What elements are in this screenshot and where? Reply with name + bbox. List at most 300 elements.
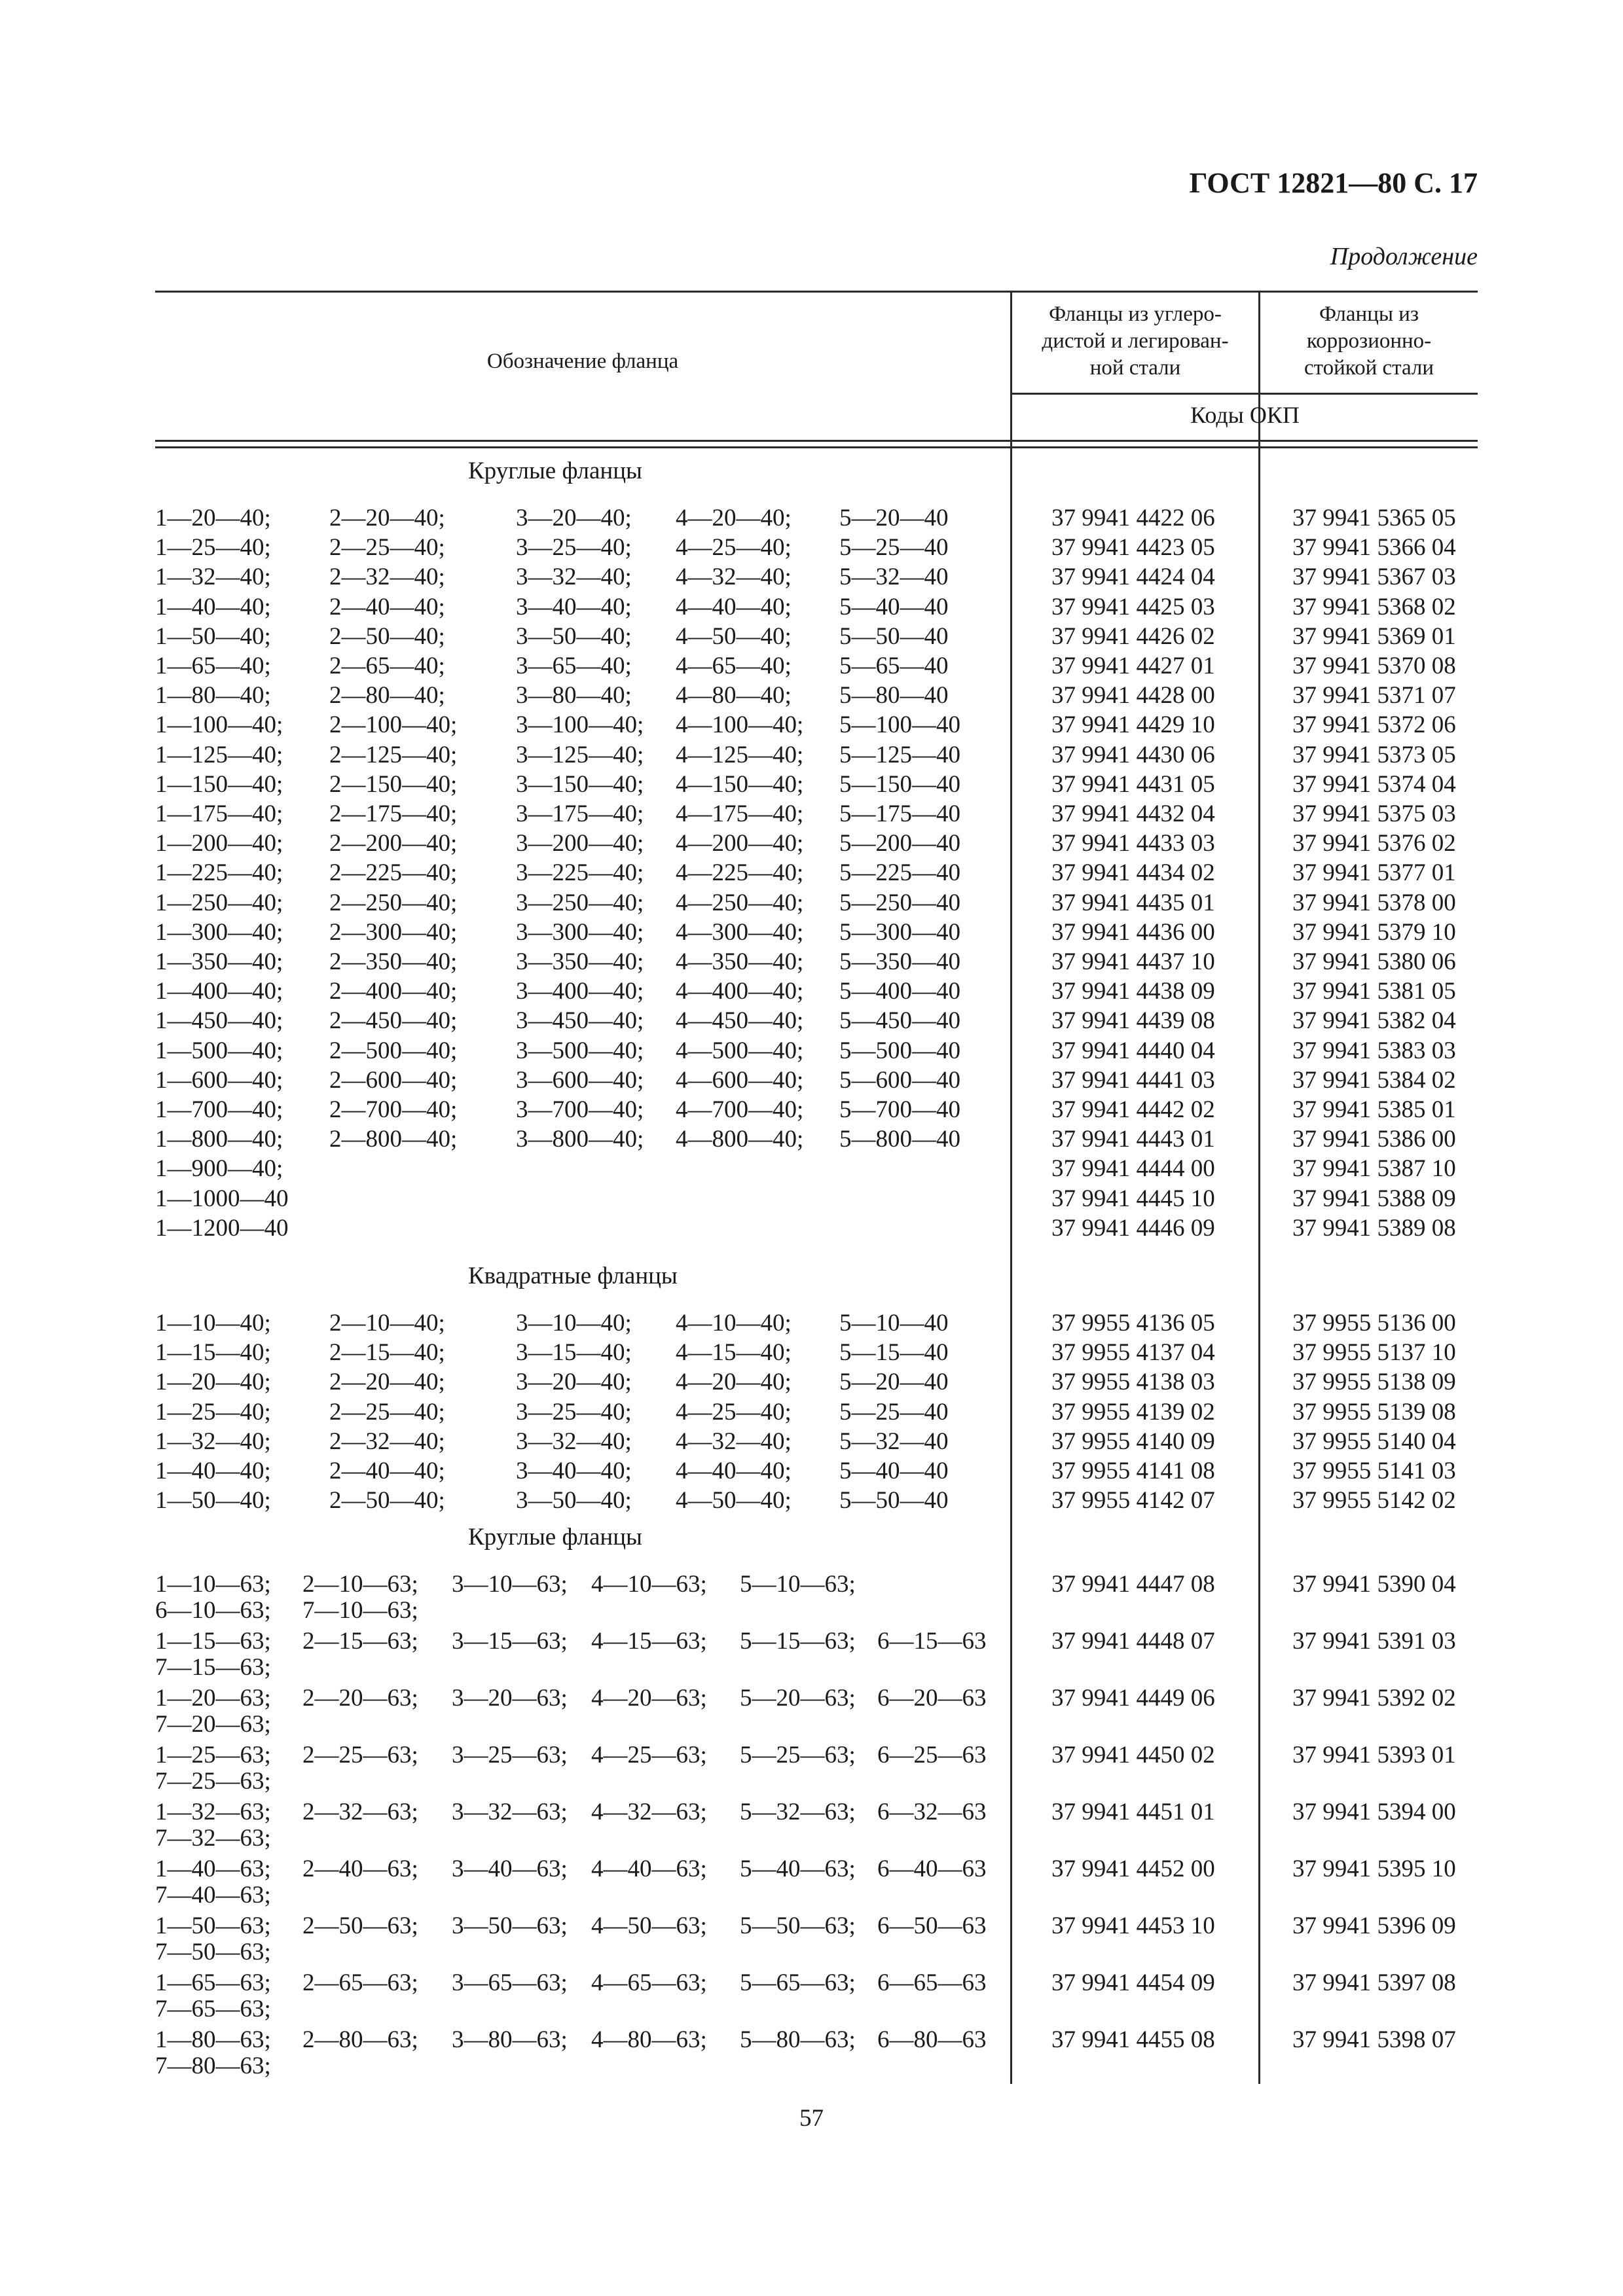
okp-code-carbon-steel: 37 9941 4433 03	[1051, 830, 1215, 857]
okp-code-stainless-steel: 37 9941 5379 10	[1292, 918, 1456, 946]
column-divider-left	[1010, 291, 1012, 2084]
flange-designation: 3—10—63;	[452, 1571, 568, 1598]
flange-designation: 1—800—40;	[155, 1126, 283, 1153]
flange-designation: 3—80—40;	[516, 682, 632, 709]
flange-designation: 4—50—40;	[676, 622, 792, 650]
okp-code-carbon-steel: 37 9941 4432 04	[1051, 800, 1215, 827]
flange-designation: 3—350—40;	[516, 948, 644, 975]
flange-designation: 3—65—40;	[516, 653, 632, 679]
okp-code-carbon-steel: 37 9941 4441 03	[1051, 1066, 1215, 1094]
flange-designation: 3—800—40;	[516, 1126, 644, 1153]
flange-designation: 4—20—40;	[676, 505, 792, 531]
flange-designation: 1—32—40;	[155, 564, 271, 591]
okp-code-stainless-steel: 37 9955 5140 04	[1292, 1427, 1456, 1455]
codes-header-rule	[1010, 393, 1478, 395]
okp-code-stainless-steel: 37 9941 5375 03	[1292, 800, 1456, 827]
flange-designation: 2—10—40;	[329, 1310, 445, 1336]
flange-designation: 3—50—63;	[452, 1912, 568, 1939]
okp-code-carbon-steel: 37 9941 4425 03	[1051, 593, 1215, 620]
okp-code-carbon-steel: 37 9955 4141 08	[1051, 1458, 1215, 1484]
okp-code-carbon-steel: 37 9941 4422 06	[1051, 505, 1215, 531]
flange-designation: 1—20—40;	[155, 505, 271, 531]
flange-designation: 3—225—40;	[516, 859, 644, 887]
flange-designation: 1—10—63;	[155, 1571, 271, 1598]
section-title: Круглые фланцы	[468, 457, 642, 484]
flange-designation: 2—10—63;	[302, 1571, 418, 1598]
flange-designation: 5—32—63;	[740, 1799, 856, 1825]
okp-code-carbon-steel: 37 9941 4431 05	[1051, 770, 1215, 798]
flange-designation: 5—20—63;	[740, 1685, 856, 1712]
flange-designation: 4—32—40;	[676, 564, 792, 591]
okp-code-carbon-steel: 37 9941 4423 05	[1051, 534, 1215, 562]
okp-code-carbon-steel: 37 9941 4452 00	[1051, 1856, 1215, 1882]
okp-code-stainless-steel: 37 9941 5387 10	[1292, 1155, 1456, 1183]
stainless-header-line-2: коррозионно-	[1306, 329, 1432, 353]
flange-designation: 4—20—63;	[591, 1685, 707, 1712]
flange-designation: 4—125—40;	[676, 741, 804, 768]
stainless-header-line-1: Фланцы из	[1319, 302, 1419, 326]
flange-designation: 7—15—63;	[155, 1654, 271, 1681]
flange-designation: 5—450—40	[839, 1007, 960, 1035]
flange-designation: 6—50—63	[877, 1912, 987, 1939]
flange-designation: 5—200—40	[839, 830, 960, 857]
flange-designation: 3—80—63;	[452, 2026, 568, 2053]
okp-code-stainless-steel: 37 9941 5397 08	[1292, 1969, 1456, 1996]
flange-designation: 2—175—40;	[329, 800, 458, 827]
flange-designation: 6—32—63	[877, 1799, 987, 1825]
flange-designation: 5—25—63;	[740, 1742, 856, 1768]
okp-code-stainless-steel: 37 9941 5381 05	[1292, 978, 1456, 1005]
flange-designation: 1—50—40;	[155, 1487, 271, 1515]
flange-designation: 4—15—40;	[676, 1339, 792, 1367]
flange-designation: 3—150—40;	[516, 770, 644, 798]
flange-designation: 4—10—63;	[591, 1571, 707, 1598]
okp-code-stainless-steel: 37 9941 5374 04	[1292, 770, 1456, 798]
flange-designation: 1—15—63;	[155, 1628, 271, 1655]
flange-designation: 5—150—40	[839, 770, 960, 798]
flange-designation: 1—400—40;	[155, 978, 283, 1005]
okp-code-carbon-steel: 37 9941 4440 04	[1051, 1037, 1215, 1064]
page-number: 57	[799, 2105, 824, 2132]
flange-designation: 1—10—40;	[155, 1310, 271, 1336]
flange-designation: 1—500—40;	[155, 1037, 283, 1064]
okp-code-carbon-steel: 37 9941 4445 10	[1051, 1185, 1215, 1212]
flange-designation: 1—600—40;	[155, 1066, 283, 1094]
column-divider-right	[1258, 291, 1260, 2084]
okp-code-stainless-steel: 37 9941 5389 08	[1292, 1214, 1456, 1242]
flange-designation: 4—25—63;	[591, 1742, 707, 1768]
okp-code-carbon-steel: 37 9941 4427 01	[1051, 653, 1215, 679]
flange-designation: 2—32—40;	[329, 564, 445, 591]
stainless-steel-column-header	[1260, 301, 1478, 382]
okp-code-stainless-steel: 37 9941 5396 09	[1292, 1912, 1456, 1939]
okp-code-stainless-steel: 37 9941 5368 02	[1292, 593, 1456, 620]
flange-designation: 2—65—40;	[329, 653, 445, 679]
okp-code-carbon-steel: 37 9955 4138 03	[1051, 1369, 1215, 1396]
carbon-steel-column-header	[1012, 301, 1258, 382]
okp-code-carbon-steel: 37 9941 4438 09	[1051, 978, 1215, 1005]
okp-code-stainless-steel: 37 9941 5377 01	[1292, 859, 1456, 887]
flange-designation: 3—200—40;	[516, 830, 644, 857]
carbon-header-line-2: дистой и легирован-	[1042, 329, 1229, 353]
okp-code-carbon-steel: 37 9941 4434 02	[1051, 859, 1215, 887]
flange-designation: 4—300—40;	[676, 918, 804, 946]
flange-designation: 4—400—40;	[676, 978, 804, 1005]
stainless-header-line-3: стойкой стали	[1304, 356, 1434, 380]
flange-designation: 1—80—40;	[155, 682, 271, 709]
okp-code-carbon-steel: 37 9941 4442 02	[1051, 1096, 1215, 1123]
okp-code-stainless-steel: 37 9955 5136 00	[1292, 1310, 1456, 1336]
okp-codes-header: Коды ОКП	[1190, 402, 1300, 428]
flange-designation: 1—65—40;	[155, 653, 271, 679]
flange-designation: 3—65—63;	[452, 1969, 568, 1996]
okp-code-carbon-steel: 37 9941 4455 08	[1051, 2026, 1215, 2053]
flange-designation: 2—15—40;	[329, 1339, 445, 1367]
flange-designation: 3—50—40;	[516, 622, 632, 650]
flange-designation: 5—50—40	[839, 1487, 949, 1515]
flange-designation: 3—175—40;	[516, 800, 644, 827]
flange-designation: 5—400—40	[839, 978, 960, 1005]
flange-designation: 1—20—40;	[155, 1369, 271, 1396]
flange-designation: 2—80—63;	[302, 2026, 418, 2053]
okp-code-stainless-steel: 37 9941 5366 04	[1292, 534, 1456, 562]
flange-designation: 6—15—63	[877, 1628, 987, 1655]
flange-designation: 1—20—63;	[155, 1685, 271, 1712]
flange-designation: 2—450—40;	[329, 1007, 458, 1035]
okp-code-stainless-steel: 37 9955 5139 08	[1292, 1398, 1456, 1426]
flange-designation: 3—15—40;	[516, 1339, 632, 1367]
flange-designation: 3—250—40;	[516, 889, 644, 916]
flange-designation: 4—50—63;	[591, 1912, 707, 1939]
flange-designation: 7—10—63;	[302, 1597, 418, 1624]
flange-designation: 4—500—40;	[676, 1037, 804, 1064]
flange-designation: 6—65—63	[877, 1969, 987, 1996]
okp-code-carbon-steel: 37 9941 4436 00	[1051, 918, 1215, 946]
okp-code-carbon-steel: 37 9941 4446 09	[1051, 1214, 1215, 1242]
okp-code-stainless-steel: 37 9941 5378 00	[1292, 889, 1456, 916]
okp-code-stainless-steel: 37 9941 5388 09	[1292, 1185, 1456, 1212]
flange-designation: 5—15—63;	[740, 1628, 856, 1655]
flange-designation: 4—80—63;	[591, 2026, 707, 2053]
okp-code-carbon-steel: 37 9941 4429 10	[1051, 711, 1215, 739]
flange-designation: 4—250—40;	[676, 889, 804, 916]
flange-designation: 5—32—40	[839, 564, 949, 591]
okp-code-stainless-steel: 37 9941 5386 00	[1292, 1126, 1456, 1153]
flange-designation: 4—150—40;	[676, 770, 804, 798]
okp-code-stainless-steel: 37 9941 5382 04	[1292, 1007, 1456, 1035]
flange-designation: 4—80—40;	[676, 682, 792, 709]
flange-designation: 1—450—40;	[155, 1007, 283, 1035]
okp-code-carbon-steel: 37 9955 4139 02	[1051, 1398, 1215, 1426]
flange-designation: 1—350—40;	[155, 948, 283, 975]
flange-designation: 1—250—40;	[155, 889, 283, 916]
flange-designation: 5—300—40	[839, 918, 960, 946]
flange-designation: 2—200—40;	[329, 830, 458, 857]
flange-designation: 3—25—63;	[452, 1742, 568, 1768]
section-title: Квадратные фланцы	[468, 1263, 678, 1289]
flange-designation: 2—25—40;	[329, 1398, 445, 1426]
flange-designation: 5—10—63;	[740, 1571, 856, 1598]
flange-designation: 5—350—40	[839, 948, 960, 975]
flange-designation: 5—10—40	[839, 1310, 949, 1336]
flange-designation: 1—1200—40	[155, 1214, 289, 1242]
flange-designation: 3—25—40;	[516, 534, 632, 562]
okp-code-carbon-steel: 37 9955 4137 04	[1051, 1339, 1215, 1367]
okp-code-stainless-steel: 37 9941 5392 02	[1292, 1685, 1456, 1712]
flange-designation: 2—20—40;	[329, 505, 445, 531]
flange-designation: 5—20—40	[839, 1369, 949, 1396]
flange-designation: 4—700—40;	[676, 1096, 804, 1123]
okp-code-carbon-steel: 37 9941 4428 00	[1051, 682, 1215, 709]
document-header: ГОСТ 12821—80 С. 17	[1189, 167, 1478, 199]
designation-column-header: Обозначение фланца	[486, 350, 679, 373]
flange-designation: 1—100—40;	[155, 711, 283, 739]
okp-code-stainless-steel: 37 9941 5394 00	[1292, 1799, 1456, 1825]
flange-designation: 1—200—40;	[155, 830, 283, 857]
flange-designation: 5—25—40	[839, 534, 949, 562]
flange-designation: 1—80—63;	[155, 2026, 271, 2053]
flange-designation: 4—100—40;	[676, 711, 804, 739]
okp-code-carbon-steel: 37 9955 4142 07	[1051, 1487, 1215, 1515]
flange-designation: 5—80—40	[839, 682, 949, 709]
okp-code-stainless-steel: 37 9941 5391 03	[1292, 1628, 1456, 1655]
flange-designation: 4—200—40;	[676, 830, 804, 857]
flange-designation: 3—40—63;	[452, 1856, 568, 1882]
flange-designation: 4—32—40;	[676, 1427, 792, 1455]
flange-designation: 4—450—40;	[676, 1007, 804, 1035]
okp-code-stainless-steel: 37 9941 5383 03	[1292, 1037, 1456, 1064]
flange-designation: 4—40—63;	[591, 1856, 707, 1882]
flange-designation: 4—800—40;	[676, 1126, 804, 1153]
flange-designation: 4—40—40;	[676, 1458, 792, 1484]
okp-code-stainless-steel: 37 9955 5141 03	[1292, 1458, 1456, 1484]
flange-designation: 1—32—63;	[155, 1799, 271, 1825]
flange-designation: 5—40—40	[839, 593, 949, 620]
flange-designation: 3—32—40;	[516, 1427, 632, 1455]
flange-designation: 4—50—40;	[676, 1487, 792, 1515]
okp-code-carbon-steel: 37 9941 4437 10	[1051, 948, 1215, 975]
okp-code-stainless-steel: 37 9955 5138 09	[1292, 1369, 1456, 1396]
flange-designation: 6—10—63;	[155, 1597, 271, 1624]
flange-designation: 2—20—63;	[302, 1685, 418, 1712]
flange-designation: 3—600—40;	[516, 1066, 644, 1094]
okp-code-stainless-steel: 37 9955 5142 02	[1292, 1487, 1456, 1515]
flange-designation: 1—700—40;	[155, 1096, 283, 1123]
okp-code-carbon-steel: 37 9941 4454 09	[1051, 1969, 1215, 1996]
okp-code-carbon-steel: 37 9941 4426 02	[1051, 622, 1215, 650]
flange-designation: 3—125—40;	[516, 741, 644, 768]
okp-code-carbon-steel: 37 9941 4451 01	[1051, 1799, 1215, 1825]
okp-code-carbon-steel: 37 9941 4449 06	[1051, 1685, 1215, 1712]
okp-code-stainless-steel: 37 9941 5373 05	[1292, 741, 1456, 768]
okp-code-carbon-steel: 37 9955 4136 05	[1051, 1310, 1215, 1336]
flange-designation: 3—20—40;	[516, 1369, 632, 1396]
flange-designation: 1—25—40;	[155, 534, 271, 562]
section-title: Круглые фланцы	[468, 1524, 642, 1551]
flange-designation: 2—65—63;	[302, 1969, 418, 1996]
flange-designation: 7—20—63;	[155, 1711, 271, 1738]
okp-code-carbon-steel: 37 9941 4435 01	[1051, 889, 1215, 916]
flange-designation: 5—250—40	[839, 889, 960, 916]
flange-designation: 2—50—40;	[329, 1487, 445, 1515]
flange-designation: 3—40—40;	[516, 593, 632, 620]
flange-designation: 3—10—40;	[516, 1310, 632, 1336]
flange-designation: 5—225—40	[839, 859, 960, 887]
flange-designation: 3—50—40;	[516, 1487, 632, 1515]
flange-designation: 4—25—40;	[676, 1398, 792, 1426]
flange-designation: 2—700—40;	[329, 1096, 458, 1123]
flange-designation: 5—700—40	[839, 1096, 960, 1123]
flange-designation: 5—65—40	[839, 653, 949, 679]
flange-designation: 5—25—40	[839, 1398, 949, 1426]
flange-designation: 6—25—63	[877, 1742, 987, 1768]
okp-code-stainless-steel: 37 9941 5380 06	[1292, 948, 1456, 975]
flange-designation: 6—20—63	[877, 1685, 987, 1712]
flange-designation: 5—40—63;	[740, 1856, 856, 1882]
okp-code-stainless-steel: 37 9941 5390 04	[1292, 1571, 1456, 1598]
flange-designation: 4—175—40;	[676, 800, 804, 827]
okp-code-carbon-steel: 37 9941 4443 01	[1051, 1126, 1215, 1153]
flange-designation: 4—600—40;	[676, 1066, 804, 1094]
okp-code-carbon-steel: 37 9941 4424 04	[1051, 564, 1215, 591]
flange-designation: 4—225—40;	[676, 859, 804, 887]
continuation-label: Продолжение	[1330, 243, 1478, 270]
flange-designation: 2—40—40;	[329, 593, 445, 620]
flange-designation: 2—20—40;	[329, 1369, 445, 1396]
flange-designation: 5—175—40	[839, 800, 960, 827]
flange-designation: 4—25—40;	[676, 534, 792, 562]
flange-designation: 3—20—40;	[516, 505, 632, 531]
flange-designation: 2—40—40;	[329, 1458, 445, 1484]
flange-designation: 1—40—40;	[155, 593, 271, 620]
flange-designation: 2—600—40;	[329, 1066, 458, 1094]
okp-code-carbon-steel: 37 9941 4444 00	[1051, 1155, 1215, 1183]
okp-code-carbon-steel: 37 9955 4140 09	[1051, 1427, 1215, 1455]
flange-designation: 2—32—63;	[302, 1799, 418, 1825]
flange-designation: 3—450—40;	[516, 1007, 644, 1035]
flange-designation: 4—350—40;	[676, 948, 804, 975]
flange-designation: 1—25—40;	[155, 1398, 271, 1426]
flange-designation: 5—80—63;	[740, 2026, 856, 2053]
flange-designation: 1—40—40;	[155, 1458, 271, 1484]
table-header-rule-2	[155, 446, 1478, 448]
flange-designation: 3—32—40;	[516, 564, 632, 591]
flange-designation: 3—700—40;	[516, 1096, 644, 1123]
flange-designation: 5—20—40	[839, 505, 949, 531]
flange-designation: 5—125—40	[839, 741, 960, 768]
flange-designation: 2—250—40;	[329, 889, 458, 916]
flange-designation: 2—32—40;	[329, 1427, 445, 1455]
carbon-header-line-1: Фланцы из углеро-	[1049, 302, 1222, 326]
flange-designation: 3—15—63;	[452, 1628, 568, 1655]
flange-designation: 1—32—40;	[155, 1427, 271, 1455]
flange-designation: 1—15—40;	[155, 1339, 271, 1367]
flange-designation: 1—175—40;	[155, 800, 283, 827]
flange-designation: 2—350—40;	[329, 948, 458, 975]
flange-designation: 1—65—63;	[155, 1969, 271, 1996]
flange-designation: 4—10—40;	[676, 1310, 792, 1336]
flange-designation: 1—900—40;	[155, 1155, 283, 1183]
flange-designation: 2—500—40;	[329, 1037, 458, 1064]
flange-designation: 2—300—40;	[329, 918, 458, 946]
flange-designation: 2—25—63;	[302, 1742, 418, 1768]
flange-designation: 3—20—63;	[452, 1685, 568, 1712]
okp-code-stainless-steel: 37 9955 5137 10	[1292, 1339, 1456, 1367]
flange-designation: 7—25—63;	[155, 1768, 271, 1795]
flange-designation: 5—50—40	[839, 622, 949, 650]
flange-designation: 3—500—40;	[516, 1037, 644, 1064]
flange-designation: 1—225—40;	[155, 859, 283, 887]
flange-designation: 4—32—63;	[591, 1799, 707, 1825]
flange-designation: 3—40—40;	[516, 1458, 632, 1484]
flange-designation: 1—1000—40	[155, 1185, 289, 1212]
okp-code-stainless-steel: 37 9941 5365 05	[1292, 505, 1456, 531]
flange-designation: 2—25—40;	[329, 534, 445, 562]
okp-code-stainless-steel: 37 9941 5370 08	[1292, 653, 1456, 679]
okp-code-stainless-steel: 37 9941 5385 01	[1292, 1096, 1456, 1123]
flange-designation: 2—100—40;	[329, 711, 458, 739]
okp-code-stainless-steel: 37 9941 5372 06	[1292, 711, 1456, 739]
flange-designation: 1—40—63;	[155, 1856, 271, 1882]
flange-designation: 5—800—40	[839, 1126, 960, 1153]
okp-code-carbon-steel: 37 9941 4448 07	[1051, 1628, 1215, 1655]
flange-designation: 7—50—63;	[155, 1939, 271, 1965]
flange-designation: 5—600—40	[839, 1066, 960, 1094]
flange-designation: 1—25—63;	[155, 1742, 271, 1768]
flange-designation: 2—225—40;	[329, 859, 458, 887]
flange-designation: 5—50—63;	[740, 1912, 856, 1939]
flange-designation: 5—65—63;	[740, 1969, 856, 1996]
flange-designation: 1—125—40;	[155, 741, 283, 768]
okp-code-stainless-steel: 37 9941 5371 07	[1292, 682, 1456, 709]
flange-designation: 1—50—63;	[155, 1912, 271, 1939]
okp-code-stainless-steel: 37 9941 5395 10	[1292, 1856, 1456, 1882]
flange-designation: 2—15—63;	[302, 1628, 418, 1655]
carbon-header-line-3: ной стали	[1089, 356, 1181, 380]
flange-designation: 6—80—63	[877, 2026, 987, 2053]
flange-designation: 3—300—40;	[516, 918, 644, 946]
flange-designation: 7—65—63;	[155, 1996, 271, 2022]
flange-designation: 1—150—40;	[155, 770, 283, 798]
okp-code-carbon-steel: 37 9941 4447 08	[1051, 1571, 1215, 1598]
flange-designation: 4—65—63;	[591, 1969, 707, 1996]
flange-designation: 5—40—40	[839, 1458, 949, 1484]
flange-designation: 4—65—40;	[676, 653, 792, 679]
flange-designation: 2—125—40;	[329, 741, 458, 768]
flange-designation: 4—40—40;	[676, 593, 792, 620]
okp-code-carbon-steel: 37 9941 4439 08	[1051, 1007, 1215, 1035]
flange-designation: 3—100—40;	[516, 711, 644, 739]
okp-code-stainless-steel: 37 9941 5367 03	[1292, 564, 1456, 591]
flange-designation: 3—32—63;	[452, 1799, 568, 1825]
okp-code-stainless-steel: 37 9941 5398 07	[1292, 2026, 1456, 2053]
okp-code-stainless-steel: 37 9941 5369 01	[1292, 622, 1456, 650]
table-top-rule	[155, 291, 1478, 293]
flange-designation: 3—400—40;	[516, 978, 644, 1005]
flange-designation: 2—800—40;	[329, 1126, 458, 1153]
flange-designation: 7—40—63;	[155, 1882, 271, 1909]
flange-designation: 5—500—40	[839, 1037, 960, 1064]
okp-code-carbon-steel: 37 9941 4453 10	[1051, 1912, 1215, 1939]
okp-code-carbon-steel: 37 9941 4450 02	[1051, 1742, 1215, 1768]
okp-code-stainless-steel: 37 9941 5376 02	[1292, 830, 1456, 857]
flange-designation: 1—300—40;	[155, 918, 283, 946]
flange-designation: 5—15—40	[839, 1339, 949, 1367]
okp-code-stainless-steel: 37 9941 5384 02	[1292, 1066, 1456, 1094]
flange-designation: 7—32—63;	[155, 1825, 271, 1852]
flange-designation: 2—400—40;	[329, 978, 458, 1005]
flange-designation: 7—80—63;	[155, 2053, 271, 2079]
